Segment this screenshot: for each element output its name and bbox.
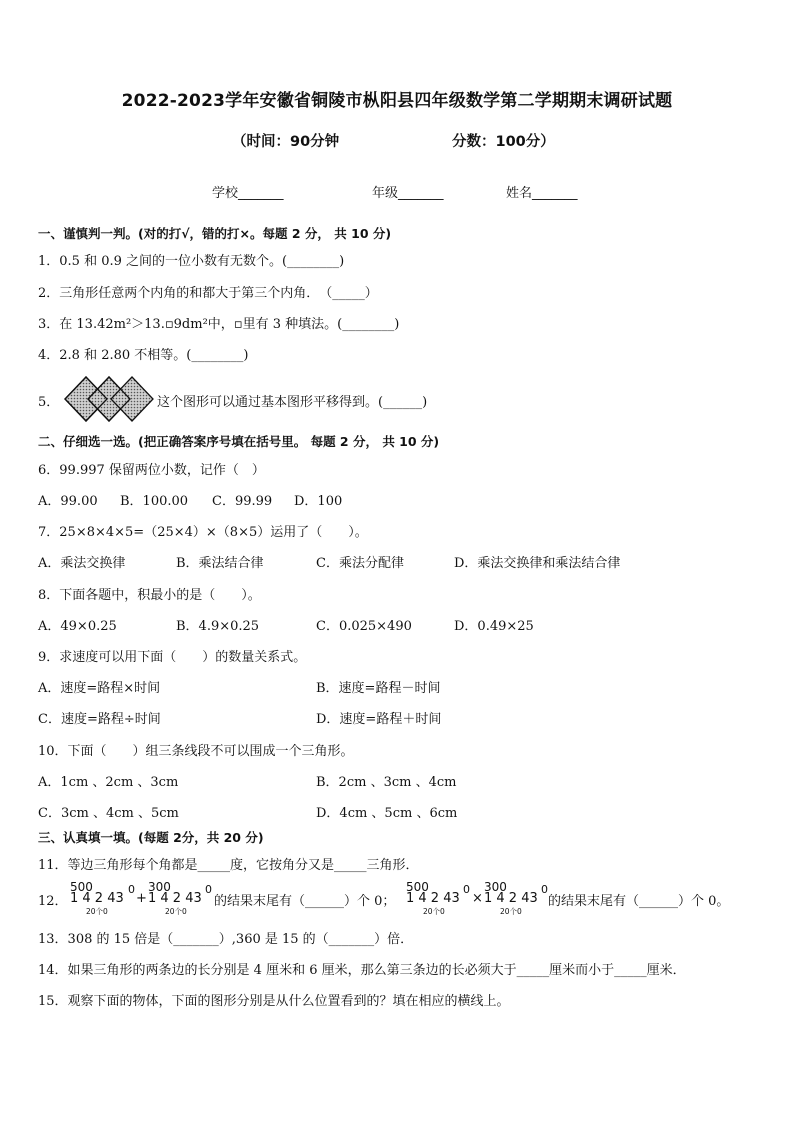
q12-expr3-sub: 20个0 (423, 907, 445, 916)
diamond-pattern-figure (64, 376, 154, 422)
q8-option-d: D．0.49×25 (454, 619, 534, 634)
question-15: 15．观察下面的物体，下面的图形分别是从什么位置看到的？填在相应的横线上。 (38, 994, 510, 1009)
section-2-heading: 二、仔细选一选。(把正确答案序号填在括号里。 每题 2 分， 共 10 分) (38, 434, 440, 449)
section-1-heading: 一、谨慎判一判。(对的打√，错的打×。每题 2 分， 共 10 分) (38, 226, 392, 241)
q12-expr2-exp: 0 (205, 883, 212, 896)
q7-option-d: D．乘法交换律和乘法结合律 (454, 556, 621, 571)
exam-time: （时间：90分钟 (232, 134, 340, 150)
question-7: 7．25×8×4×5=（25×4）×（8×5）运用了（ ）。 (38, 525, 368, 540)
question-11: 11．等边三角形每个角都是_____度，它按角分又是_____三角形． (38, 858, 419, 873)
q12-mid-text: 的结果末尾有（______）个 0； (214, 894, 396, 909)
q8-option-c: C．0.025×490 (316, 619, 412, 634)
question-12-number: 12． (38, 894, 68, 909)
q12-expr4-sub: 20个0 (500, 907, 522, 916)
grade-field[interactable]: 年级_______ (372, 186, 444, 201)
q10-option-c: C．3cm 、4cm 、5cm (38, 806, 179, 821)
q9-option-a: A．速度=路程×时间 (38, 681, 161, 696)
question-1: 1．0.5 和 0.9 之间的一位小数有无数个。(________) (38, 254, 345, 269)
q10-option-b: B．2cm 、3cm 、4cm (316, 775, 457, 790)
q10-option-d: D．4cm 、5cm 、6cm (316, 806, 458, 821)
q12-plus: + (136, 891, 147, 906)
q12-expr2-sub: 20个0 (165, 907, 187, 916)
q12-expr4: 1 4 2 43 (484, 891, 538, 906)
question-6: 6．99.997 保留两位小数，记作（ ） (38, 463, 265, 478)
school-field[interactable]: 学校_______ (212, 186, 284, 201)
q9-option-b: B．速度=路程－时间 (316, 681, 441, 696)
q12-expr2-top: 300 (148, 880, 171, 894)
q12-expr4-top: 300 (484, 880, 507, 894)
q8-option-a: A．49×0.25 (38, 619, 117, 634)
page-title: 2022-2023学年安徽省铜陵市枞阳县四年级数学第二学期期末调研试题 (121, 91, 673, 111)
q7-option-c: C．乘法分配律 (316, 556, 404, 571)
q8-option-b: B．4.9×0.25 (176, 619, 260, 634)
question-10: 10．下面（ ）组三条线段不可以围成一个三角形。 (38, 744, 354, 759)
question-3: 3．在 13.42m²＞13.▫9dm²中，▫里有 3 种填法。(________) (38, 317, 400, 332)
question-5-number: 5． (38, 395, 60, 410)
q12-expr2: 1 4 2 43 (148, 891, 202, 906)
question-13: 13．308 的 15 倍是（_______）,360 是 15 的（_______）倍． (38, 932, 414, 947)
q12-expr3-exp: 0 (463, 883, 470, 896)
q6-option-b: B．100.00 (120, 494, 189, 509)
q12-expr1-top: 500 (70, 880, 93, 894)
question-9: 9．求速度可以用下面（ ）的数量关系式。 (38, 650, 307, 665)
question-2: 2．三角形任意两个内角的和都大于第三个内角． （_____） (38, 286, 378, 301)
question-14: 14．如果三角形的两条边的长分别是 4 厘米和 6 厘米，那么第三条边的长必须大于_____厘米而小于_____厘米． (38, 963, 686, 978)
q6-option-c: C．99.99 (212, 494, 273, 509)
exam-score: 分数：100分） (452, 134, 555, 150)
q12-expr1-sub: 20个0 (86, 907, 108, 916)
q7-option-a: A．乘法交换律 (38, 556, 126, 571)
q6-option-a: A．99.00 (38, 494, 98, 509)
q6-option-d: D．100 (294, 494, 343, 509)
question-8: 8．下面各题中，积最小的是（ ）。 (38, 588, 261, 603)
q9-option-c: C．速度=路程÷时间 (38, 712, 161, 727)
q10-option-a: A．1cm 、2cm 、3cm (38, 775, 179, 790)
q12-expr1: 1 4 2 43 (70, 891, 124, 906)
question-4: 4．2.8 和 2.80 不相等。(________) (38, 348, 249, 363)
q12-expr3: 1 4 2 43 (406, 891, 460, 906)
q12-times: × (472, 891, 483, 906)
q12-end-text: 的结果末尾有（______）个 0。 (548, 894, 730, 909)
name-field[interactable]: 姓名_______ (506, 186, 578, 201)
q12-expr1-exp: 0 (128, 883, 135, 896)
q7-option-b: B．乘法结合律 (176, 556, 264, 571)
q12-expr4-exp: 0 (541, 883, 548, 896)
q12-expr3-top: 500 (406, 880, 429, 894)
question-5-text: 这个图形可以通过基本图形平移得到。(______) (157, 395, 428, 410)
section-3-heading: 三、认真填一填。(每题 2分，共 20 分) (38, 830, 264, 845)
q9-option-d: D．速度=路程＋时间 (316, 712, 442, 727)
